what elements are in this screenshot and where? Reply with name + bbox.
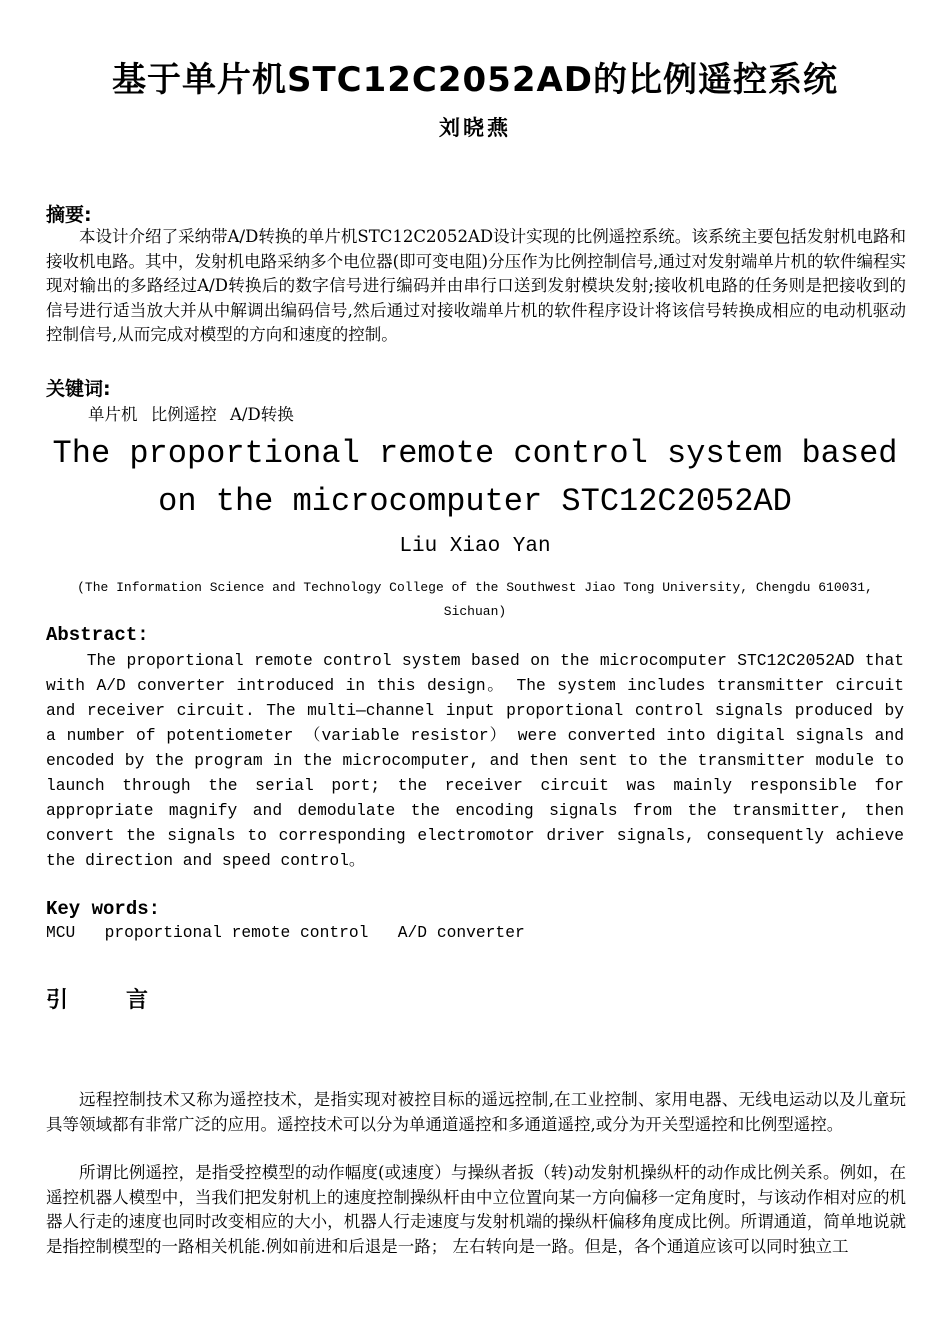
paper-title-en: The proportional remote control system based on the microcomputer STC12C2052AD [52,435,898,520]
introduction-heading: 引言 [46,987,207,1013]
intro-paragraph-2: 所谓比例遥控，是指受控模型的动作幅度(或速度）与操纵者扳（转)动发射机操纵杆的动作成比例关系。例如，在遥控机器人模型中，当我们把发射机上的速度控制操纵杆由中立位置向某一方向偏移一定角度时，与该动作相对应的机器人行走的速度也同时改变相应的大小，机器人行走速度与发射机端的操纵杆偏移角度成比例。所谓通道，简单地说就是指控制模型的一路相关机能.例如前进和后退是一路； 左右转向是一路。但是，各个通道应该可以同时独立工 [46,1163,906,1256]
keywords-en-text: MCU proportional remote control A/D converter [46,923,525,942]
abstract-cn-heading: 摘要: [46,204,92,226]
author-name-cn: 刘晓燕 [439,116,511,140]
abstract-en-heading: Abstract: [46,624,149,646]
abstract-en-text: The proportional remote control system based on the microcomputer STC12C2052AD that with A/D converter introduced in this design。 The system includes transmitter circuit and receiver circuit. The multi—channel input proportional control signals produced by a number of potentiometer （variable resistor） were converted into digital signals and encoded by the program in the microcomputer, and then sent to the transmitter module to launch through the serial port; the receiver circuit was mainly responsible for appropriate magnify and demodulate the encoding signals from the transmitter, then convert the signals to corresponding electromotor driver signals, consequently achieve the direction and speed control。 [46,651,904,870]
keywords-cn-text: 单片机 比例遥控 A/D转换 [88,405,294,424]
author-name-en: Liu Xiao Yan [399,535,551,558]
abstract-cn-text: 本设计介绍了采纳带A/D转换的单片机STC12C2052AD设计实现的比例遥控系统。该系统主要包括发射机电路和接收机电路。其中，发射机电路采纳多个电位器(即可变电阻)分压作为比例控制信号,通过对发射端单片机的软件编程实现对输出的多路经过A/D转换后的数字信号进行编码并由串行口送到发射模块发射;接收机电路的任务则是把接收到的信号进行适当放大并从中解调出编码信号,然后通过对接收端单片机的软件程序设计将该信号转换成相应的电动机驱动控制信号,从而完成对模型的方向和速度的控制。 [46,227,906,344]
keywords-en-heading: Key words: [46,898,161,920]
keywords-cn-heading: 关键词: [46,378,111,400]
intro-paragraph-1: 远程控制技术又称为遥控技术，是指实现对被控目标的遥远控制,在工业控制、家用电器、无线电运动以及儿童玩具等领域都有非常广泛的应用。遥控技术可以分为单通道遥控和多通道遥控,或分为开关型遥控和比例型遥控。 [46,1090,906,1134]
paper-title-cn: 基于单片机STC12C2052AD的比例遥控系统 [111,60,839,100]
author-affiliation: (The Information Science and Technology College of the Southwest Jiao Tong University, Chengdu 610031, Sichuan) [77,580,873,619]
